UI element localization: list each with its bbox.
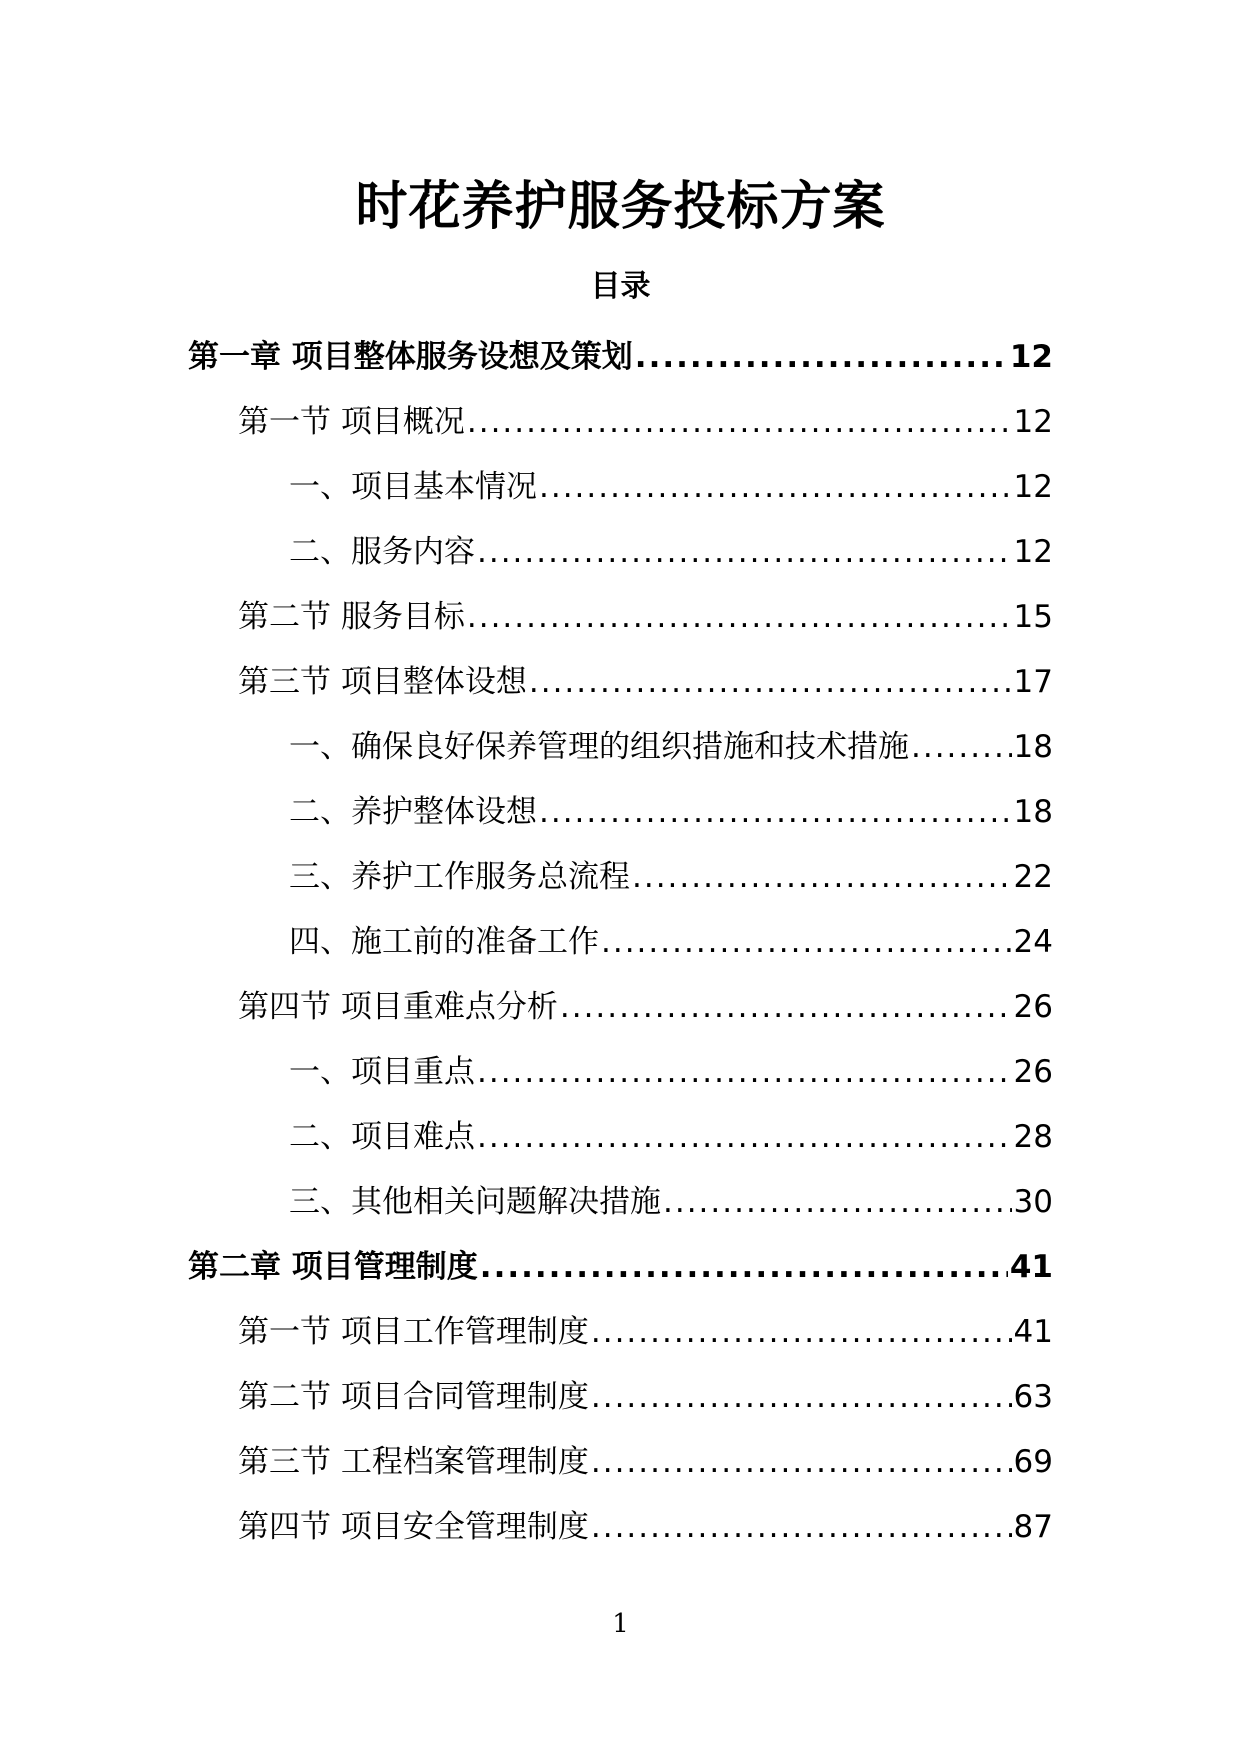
toc-entry-section[interactable]: [0, 389, 1241, 454]
toc-entry-page: 30: [1013, 1183, 1053, 1220]
toc-entry-subsection[interactable]: [0, 1104, 1241, 1169]
toc-leader-dots: [591, 1440, 1012, 1484]
toc-entry-label: 三、其他相关问题解决措施: [289, 1183, 661, 1220]
toc-entry-subsection[interactable]: [0, 909, 1241, 974]
toc-leader-dots: [467, 595, 1012, 639]
toc-entry-label: 一、确保良好保养管理的组织措施和技术措施: [289, 728, 909, 765]
toc-entry-label: 三、养护工作服务总流程: [289, 858, 630, 895]
toc-entry-subsection[interactable]: [0, 519, 1241, 584]
toc-leader-dots: [601, 920, 1012, 964]
toc-entry-page: 28: [1013, 1118, 1053, 1155]
toc-entry-page: 12: [1013, 468, 1053, 505]
toc-leader-dots: [539, 465, 1012, 509]
toc-leader-dots: [591, 1375, 1012, 1419]
toc-entry-label: 第四节 项目安全管理制度: [238, 1508, 589, 1545]
table-of-contents: [0, 324, 1241, 1559]
toc-entry-page: 12: [1009, 338, 1053, 375]
toc-leader-dots: [591, 1505, 1012, 1549]
toc-entry-page: 63: [1013, 1378, 1053, 1415]
toc-entry-label: 第三节 工程档案管理制度: [238, 1443, 589, 1480]
toc-entry-subsection[interactable]: [0, 454, 1241, 519]
toc-entry-label: 第一章 项目整体服务设想及策划: [188, 338, 633, 375]
toc-entry-page: 18: [1013, 728, 1053, 765]
toc-entry-page: 41: [1009, 1248, 1053, 1285]
toc-entry-subsection[interactable]: [0, 779, 1241, 844]
toc-entry-label: 一、项目重点: [289, 1053, 475, 1090]
toc-entry-chapter[interactable]: [0, 324, 1241, 389]
toc-entry-label: 第一节 项目概况: [238, 403, 465, 440]
toc-entry-page: 22: [1013, 858, 1053, 895]
toc-entry-section[interactable]: [0, 1494, 1241, 1559]
toc-entry-page: 24: [1013, 923, 1053, 960]
toc-entry-page: 17: [1013, 663, 1053, 700]
toc-entry-page: 18: [1013, 793, 1053, 830]
toc-entry-page: 26: [1013, 1053, 1053, 1090]
toc-leader-dots: [477, 1115, 1012, 1159]
toc-leader-dots: [560, 985, 1012, 1029]
toc-leader-dots: [539, 790, 1012, 834]
toc-leader-dots: [467, 400, 1012, 444]
toc-entry-page: 69: [1013, 1443, 1053, 1480]
toc-leader-dots: [529, 660, 1012, 704]
toc-entry-label: 第二节 项目合同管理制度: [238, 1378, 589, 1415]
toc-entry-subsection[interactable]: [0, 1169, 1241, 1234]
toc-entry-label: 第二章 项目管理制度: [188, 1248, 478, 1285]
toc-entry-page: 12: [1013, 403, 1053, 440]
toc-entry-label: 第三节 项目整体设想: [238, 663, 527, 700]
toc-entry-label: 二、服务内容: [289, 533, 475, 570]
toc-leader-dots: [632, 855, 1012, 899]
toc-entry-page: 15: [1013, 598, 1053, 635]
toc-leader-dots: [477, 1050, 1012, 1094]
toc-entry-section[interactable]: [0, 1364, 1241, 1429]
toc-entry-subsection[interactable]: [0, 1039, 1241, 1104]
toc-entry-subsection[interactable]: [0, 714, 1241, 779]
toc-entry-label: 第一节 项目工作管理制度: [238, 1313, 589, 1350]
toc-leader-dots: [663, 1180, 1012, 1224]
page-number: 1: [612, 1609, 629, 1639]
toc-leader-dots: [635, 335, 1008, 379]
toc-entry-label: 一、项目基本情况: [289, 468, 537, 505]
toc-entry-section[interactable]: [0, 974, 1241, 1039]
toc-leader-dots: [911, 725, 1012, 769]
toc-entry-label: 四、施工前的准备工作: [289, 923, 599, 960]
toc-entry-label: 二、项目难点: [289, 1118, 475, 1155]
document-title: 时花养护服务投标方案: [355, 177, 886, 237]
toc-entry-section[interactable]: [0, 1299, 1241, 1364]
toc-entry-label: 二、养护整体设想: [289, 793, 537, 830]
toc-entry-chapter[interactable]: [0, 1234, 1241, 1299]
toc-entry-page: 26: [1013, 988, 1053, 1025]
toc-entry-page: 41: [1013, 1313, 1053, 1350]
toc-entry-page: 87: [1013, 1508, 1053, 1545]
toc-entry-section[interactable]: [0, 584, 1241, 649]
toc-entry-section[interactable]: [0, 1429, 1241, 1494]
toc-leader-dots: [477, 530, 1012, 574]
toc-entry-page: 12: [1013, 533, 1053, 570]
toc-entry-section[interactable]: [0, 649, 1241, 714]
toc-leader-dots: [591, 1310, 1012, 1354]
toc-entry-label: 第四节 项目重难点分析: [238, 988, 558, 1025]
toc-leader-dots: [480, 1245, 1008, 1289]
toc-heading: 目录: [590, 269, 651, 304]
toc-entry-subsection[interactable]: [0, 844, 1241, 909]
toc-entry-label: 第二节 服务目标: [238, 598, 465, 635]
